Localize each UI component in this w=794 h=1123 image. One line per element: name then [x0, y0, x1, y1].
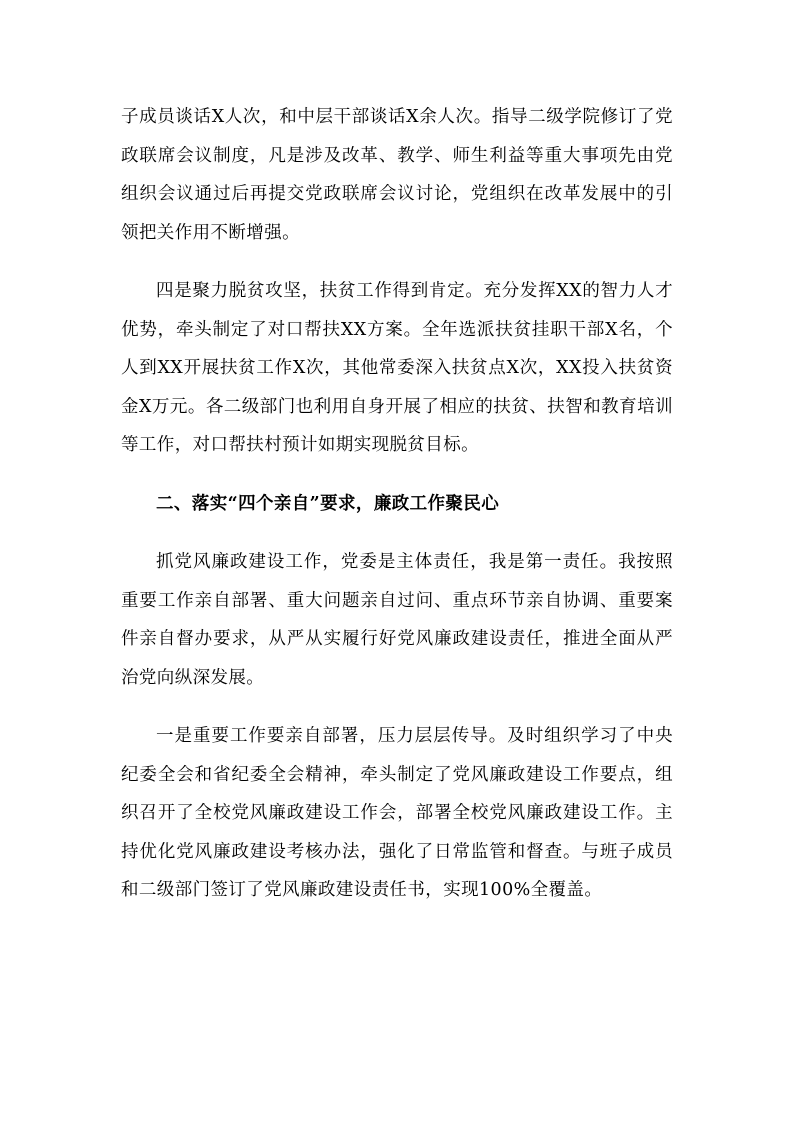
paragraph-party-conduct-responsibility: 抓党风廉政建设工作，党委是主体责任，我是第一责任。我按照重要工作亲自部署、重大问题亲自过问、重点环节亲自协调、重要案件亲自督办要求，从严从实履行好党风廉政建设责任，推进全面从严治党向纵深发展。 [121, 552, 673, 688]
paragraph-deployment: 一是重要工作要亲自部署，压力层层传导。及时组织学习了中央纪委全会和省纪委全会精神，牵头制定了党风廉政建设工作要点，组织召开了全校党风廉政建设工作会，部署全校党风廉政建设工作。主持优化党风廉政建设考核办法，强化了日常监管和督查。与班子成员和二级部门签订了党风廉政建设责任书，实现100%全覆盖。 [121, 726, 673, 900]
paragraph-continuation: 子成员谈话X人次，和中层干部谈话X余人次。指导二级学院修订了党政联席会议制度，凡是涉及改革、教学、师生利益等重大事项先由党组织会议通过后再提交党政联席会议讨论，党组织在改革发展中的引领把关作用不断增强。 [121, 107, 673, 243]
paragraph-poverty-alleviation: 四是聚力脱贫攻坚，扶贫工作得到肯定。充分发挥XX的智力人才优势，牵头制定了对口帮扶XX方案。全年选派扶贫挂职干部X名，个人到XX开展扶贫工作X次，其他常委深入扶贫点X次，XX投入扶贫资金X万元。各二级部门也利用自身开展了相应的扶贫、扶智和教育培训等工作，对口帮扶村预计如期实现脱贫目标。 [121, 281, 673, 455]
document-body [121, 98, 673, 910]
section-heading: 二、落实“四个亲自”要求，廉政工作聚民心 [156, 493, 500, 514]
